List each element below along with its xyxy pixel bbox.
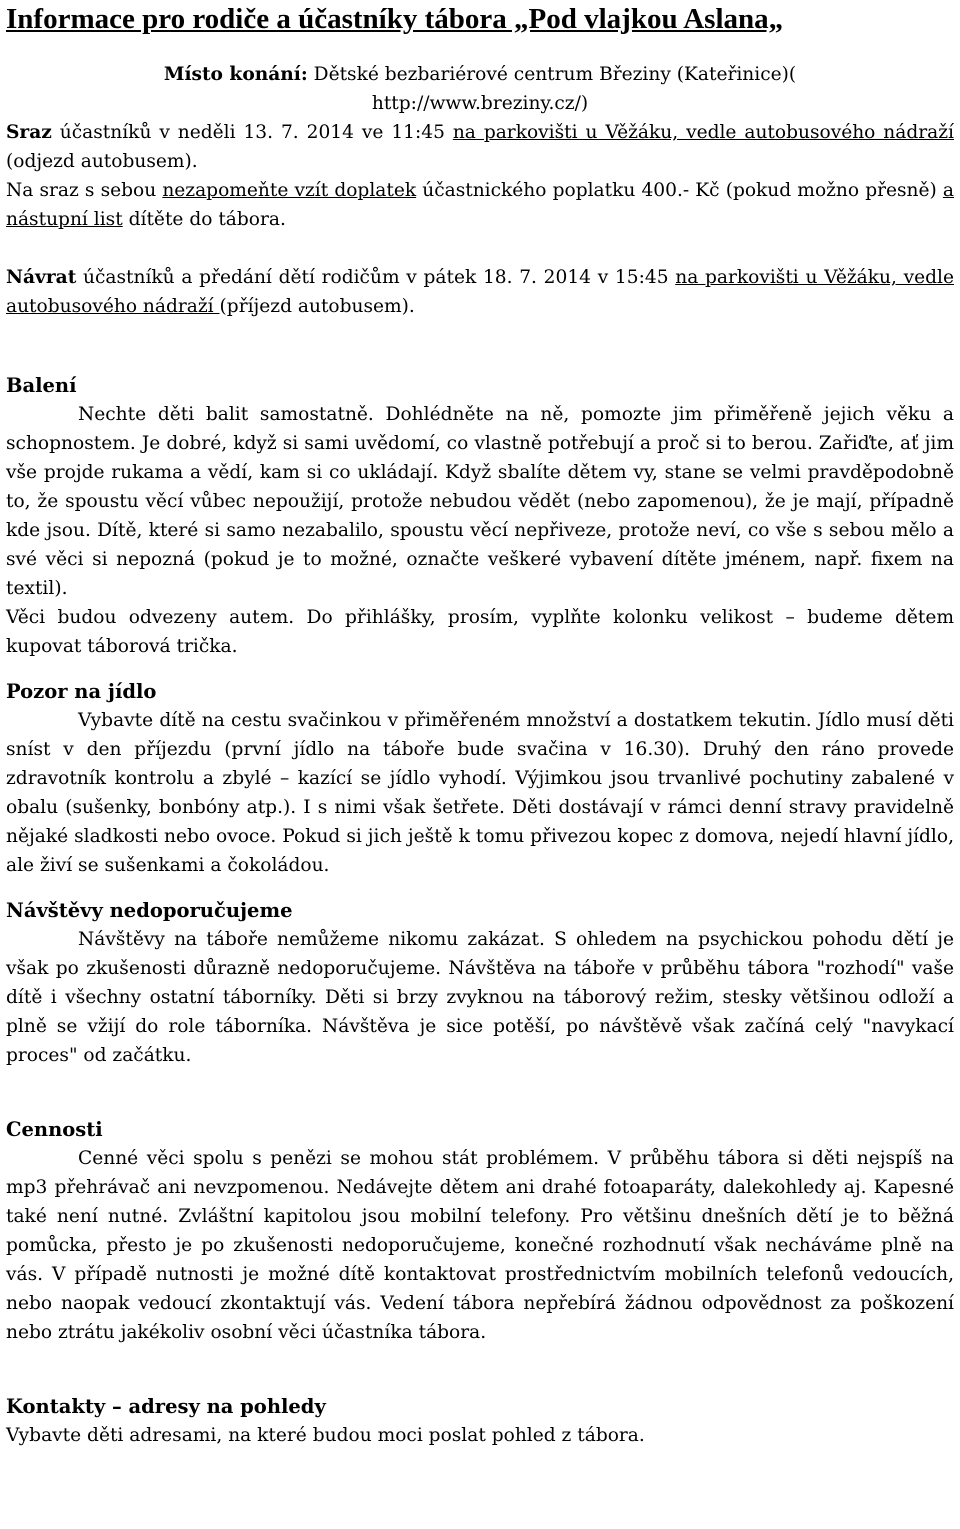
return-paragraph <box>6 263 954 321</box>
baleni-paragraph-2: Věci budou odvezeny autem. Do přihlášky, prosím, vyplňte kolonku velikost – budeme dětem kupovat táborová trička. <box>6 607 954 657</box>
section-heading-kontakty: Kontakty – adresy na pohledy <box>6 1395 326 1418</box>
return-time: účastníků a předání dětí rodičům v pátek 18. 7. 2014 v 15:45 <box>76 267 676 288</box>
meeting-paragraph <box>6 118 954 234</box>
meeting-place: na parkovišti u Věžáku, vedle autobusového nádraží <box>452 122 954 143</box>
navstevy-paragraph: Návštěvy na táboře nemůžeme nikomu zakázat. S ohledem na psychickou pohodu dětí je však po zkušenosti důrazně nedoporučujeme. Návštěva na táboře v průběhu tábora "rozhodí" vaše dítě i všechny ostatní táborníky. Děti si brzy zvyknou na táborový režim, stesky většinou odloží a plně se vžijí do role táborníka. Návštěva je sice potěší, po návštěvě však začíná celý "navykací proces" od začátku. <box>6 929 954 1066</box>
venue-block <box>6 60 954 118</box>
meeting-label: Sraz <box>6 122 52 143</box>
venue-label: Místo konání: <box>163 64 308 85</box>
section-heading-navstevy: Návštěvy nedoporučujeme <box>6 899 293 922</box>
meeting-time: účastníků v neděli 13. 7. 2014 ve 11:45 <box>51 122 453 143</box>
venue-value: Dětské bezbariérové centrum Březiny (Kateřinice)( <box>313 64 797 85</box>
return-transport: (příjezd autobusem). <box>219 296 415 317</box>
meeting-note-form: a nástupní list <box>6 180 955 230</box>
meeting-note-mid: účastnického poplatku 400.- Kč (pokud možno přesně) <box>416 180 943 201</box>
baleni-paragraph: Nechte děti balit samostatně. Dohlédněte na ně, pomozte jim přiměřeně jejich věku a schopnostem. Je dobré, když si sami uvědomí, co vlastně potřebují a proč si to berou. Zařiďte, ať jim vše projde rukama a vědí, kam si co ukládají. Když sbalíte dětem vy, stane se velmi pravděpodobně to, že spoustu věcí vůbec nepoužijí, protože nebudou vědět (nebo zapomenou), že je mají, případně kde jsou. Dítě, které si samo nezabalilo, spoustu věcí nepřiveze, protože neví, co vše s sebou mělo a své věci si nepozná (pokud je to možné, označte veškeré vybavení dítěte jménem, např. fixem na textil). <box>6 404 954 599</box>
section-heading-jidlo: Pozor na jídlo <box>6 680 157 703</box>
return-place: na parkovišti u Věžáku, vedle autobusového nádraží <box>6 267 954 317</box>
return-label: Návrat <box>6 267 77 288</box>
jidlo-paragraph: Vybavte dítě na cestu svačinkou v přiměřeném množství a dostatkem tekutin. Jídlo musí děti sníst v den příjezdu (první jídlo na táboře bude svačina v 16.30). Druhý den ráno provede zdravotník kontrolu a zbylé – kazící se jídlo vyhodí. Výjimkou jsou trvanlivé pochutiny zabalené v obalu (sušenky, bonbóny atp.). I s nimi však šetřete. Děti dostávají v rámci denní stravy pravidelně nějaké sladkosti nebo ovoce. Pokud si jich ještě k tomu přivezou kopec z domova, nejedí hlavní jídlo, ale živí se sušenkami a čokoládou. <box>6 710 954 876</box>
meeting-note-end: dítěte do tábora. <box>122 209 286 230</box>
section-heading-baleni: Balení <box>6 374 77 397</box>
section-heading-cennosti: Cennosti <box>6 1118 103 1141</box>
venue-url[interactable]: http://www.breziny.cz/) <box>371 93 589 114</box>
kontakty-paragraph: Vybavte děti adresami, na které budou moci poslat pohled z tábora. <box>6 1425 645 1446</box>
meeting-transport: (odjezd autobusem). <box>6 151 198 172</box>
page-title: Informace pro rodiče a účastníky tábora „Pod vlajkou Aslana„ <box>6 3 784 35</box>
meeting-note-payment: nezapomeňte vzít doplatek <box>162 180 417 201</box>
meeting-note-start: Na sraz s sebou <box>6 180 163 201</box>
cennosti-paragraph: Cenné věci spolu s penězi se mohou stát problémem. V průběhu tábora si děti nejspíš na mp3 přehrávač ani nevzpomenou. Nedávejte dětem ani drahé fotoaparáty, dalekohledy aj. Kapesné také není nutné. Zvláštní kapitolou jsou mobilní telefony. Pro většinu dnešních dětí je to běžná pomůcka, přesto je po zkušenosti nedoporučujeme, konečné rozhodnutí však necháváme plně na vás. V případě nutnosti je možné dítě kontaktovat prostřednictvím mobilních telefonů vedoucích, nebo naopak vedoucí zkontaktují vás. Vedení tábora nepřebírá žádnou odpovědnost za poškození nebo ztrátu jakékoliv osobní věci účastníka tábora. <box>6 1148 954 1343</box>
